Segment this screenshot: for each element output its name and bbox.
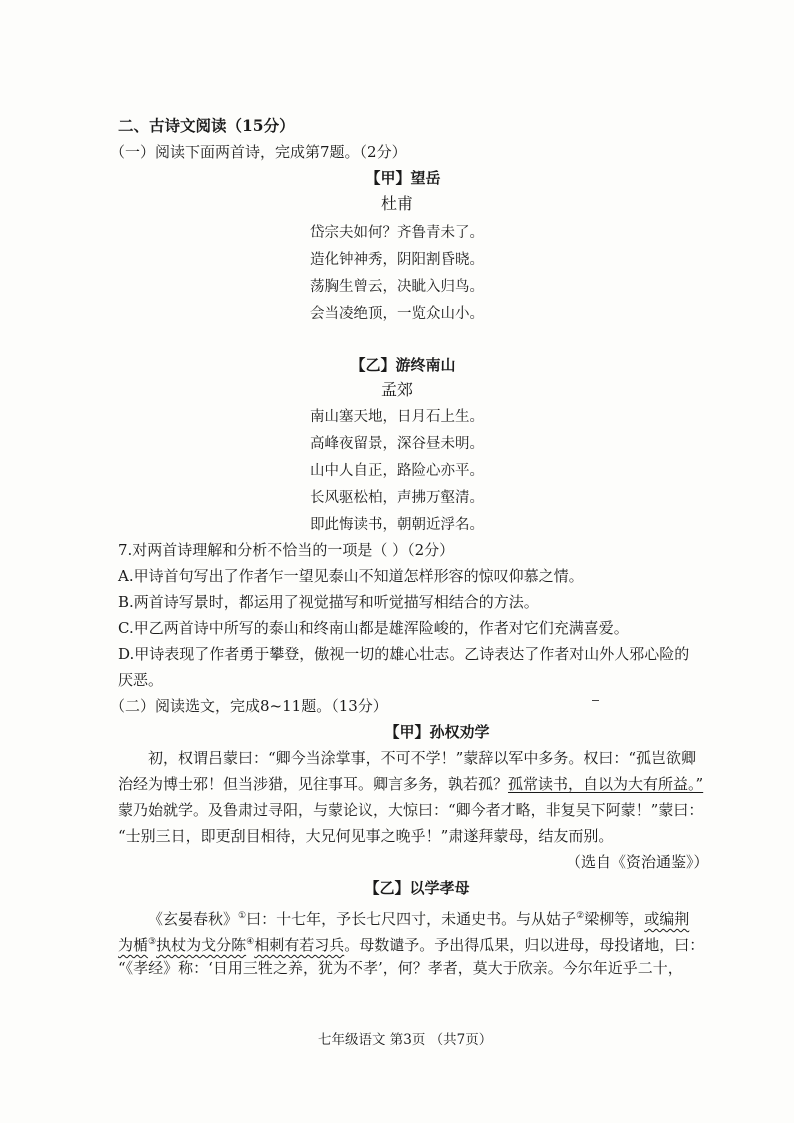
text-b-wavy-segment: 执杖为戈分陈 [156,936,247,954]
footnote-2: ② [576,911,585,921]
footnote-4: ④ [246,937,255,947]
text-b-wavy-segment: 或编荆 [644,910,690,928]
poem-a-author: 杜甫 [380,194,413,213]
part1-intro: （一）阅读下面两首诗，完成第7题。（2分） [110,143,407,161]
text-b-line-1 [148,906,689,929]
question-7-option-c: C.甲乙两首诗中所写的泰山和终南山都是雄浑险峻的，作者对它们充满喜爱。 [118,619,629,637]
poem-b-title: 【乙】游终南山 [350,356,456,374]
poem-a-title: 【甲】望岳 [365,169,441,187]
question-7-option-a: A.甲诗首句写出了作者乍一望见泰山不知道怎样形容的惊叹仰慕之情。 [118,567,584,585]
poem-a-line: 岱宗夫如何？齐鲁青未了。 [310,225,484,241]
part2-intro: （二）阅读选文，完成8~11题。（13分） [110,697,388,715]
poem-b-line: 即此悔读书，朝朝近浮名。 [310,517,484,533]
question-7-option-d: D.甲诗表现了作者勇于攀登，傲视一切的雄心壮志。乙诗表达了作者对山外人邪心险的 [118,645,690,663]
text-b-segment: 梁柳等， [584,910,645,928]
text-a-source: （选自《资治通鉴》） [566,853,709,871]
text-b-line-3: “《孝经》称：‘日用三牲之养，犹为不孝’，何？孝者，莫大于欣亲。今尔年近乎二十， [118,959,683,977]
question-7-option-b: B.两首诗写景时，都运用了视觉描写和听觉描写相结合的方法。 [118,593,539,611]
text-b-book-title: 《玄晏春秋》 [148,910,239,928]
stray-mark [592,700,599,701]
text-b-segment: 曰：十七年，予长七尺四寸，未通史书。与从姑子 [246,910,577,928]
text-a-line: 初，权谓吕蒙曰：“卿今当涂掌事，不可不学！”蒙辞以军中多务。权曰：“孤岂欲卿 [148,749,697,767]
text-a-line: “士别三日，即更刮目相待，大兄何见事之晚乎！”肃遂拜蒙母，结友而别。 [118,827,614,845]
text-a-line: 蒙乃始就学。及鲁肃过寻阳，与蒙论议，大惊曰：“卿今者才略，非复吴下阿蒙！”蒙曰： [118,801,704,819]
poem-b-line: 长风驱松柏，声拂万壑清。 [310,490,484,506]
question-7-option-d-cont: 厌恶。 [118,671,164,689]
question-7-stem: 7.对两首诗理解和分析不恰当的一项是（ ）（2分） [118,541,455,559]
poem-b-line: 山中人自正，路险心亦平。 [310,463,484,479]
text-a-title: 【甲】孙权劝学 [384,723,490,741]
text-b-segment: 。母数谴予。予出得瓜果，归以进母，母投诸地，曰： [344,936,705,954]
poem-a-line: 会当凌绝顶，一览众山小。 [310,306,484,322]
footnote-1: ① [238,911,247,921]
text-a-underlined-sentence: 孤常读书，自以为大有所益。” [508,775,704,793]
poem-a-line: 荡胸生曾云，决眦入归鸟。 [310,279,484,295]
poem-b-author: 孟郊 [380,380,413,399]
poem-b-line: 南山塞天地，日月石上生。 [310,409,484,425]
text-b-line-2 [118,932,704,955]
text-b-wavy-segment: 为楯 [118,936,149,954]
page-footer: 七年级语文 第3页 （共7页） [318,1032,493,1048]
footnote-3: ③ [148,937,157,947]
text-b-title: 【乙】以学孝母 [364,879,470,897]
section-heading: 二、古诗文阅读（15分） [118,116,295,135]
poem-b-line: 高峰夜留景，深谷昼未明。 [310,436,484,452]
text-b-wavy-segment: 相刺有若习兵 [254,936,345,954]
poem-a-line: 造化钟神秀，阴阳割昏晓。 [310,252,484,268]
text-a-line [118,774,703,794]
text-a-line-2: 治经为博士邪！但当涉猎，见往事耳。卿言多务，孰若孤？ [118,775,509,793]
